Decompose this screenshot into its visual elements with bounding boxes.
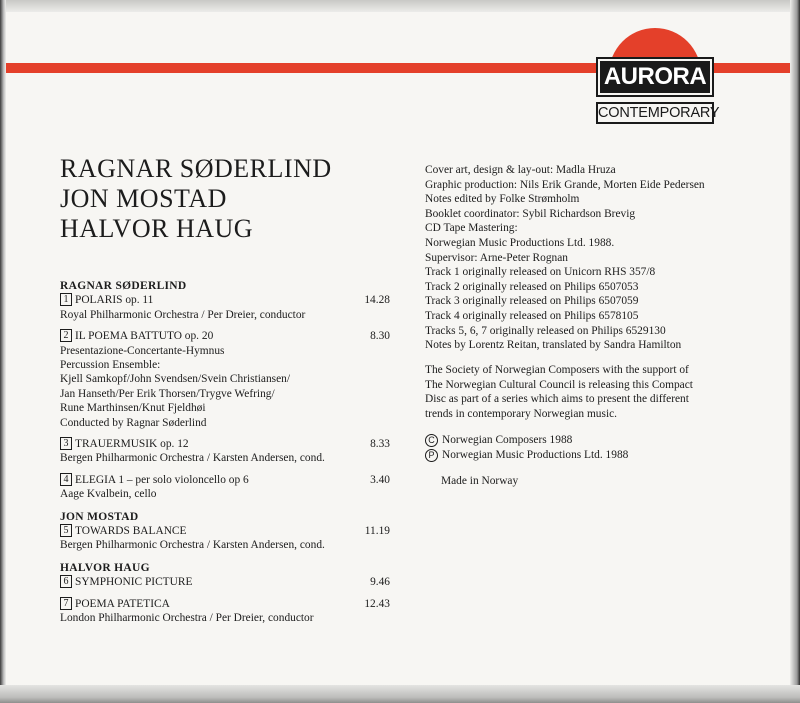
credit-line: Supervisor: Arne-Peter Rognan bbox=[425, 251, 568, 264]
track-detail: Royal Philharmonic Orchestra / Per Dreier, conductor bbox=[60, 308, 306, 321]
track-number: 6 bbox=[60, 575, 72, 588]
statement-line: The Society of Norwegian Composers with the support of bbox=[425, 364, 689, 376]
track-title: IL POEMA BATTUTO op. 20 bbox=[75, 330, 214, 343]
phonogram-icon: P bbox=[425, 449, 438, 462]
statement-line: trends in contemporary Norwegian music. bbox=[425, 407, 618, 420]
track-detail: Aage Kvalbein, cello bbox=[60, 488, 157, 501]
credit-line: Notes edited by Folke Strømholm bbox=[425, 193, 580, 206]
copyright-text: Norwegian Composers 1988 bbox=[442, 434, 573, 446]
jewel-case-top-edge bbox=[0, 0, 800, 12]
track-duration: 9.46 bbox=[370, 576, 390, 589]
tracklist bbox=[60, 279, 390, 625]
track-title: TRAUERMUSIK op. 12 bbox=[75, 438, 189, 451]
credit-line: Track 1 originally released on Unicorn RHS 357/8 bbox=[425, 266, 656, 279]
track-number: 3 bbox=[60, 437, 72, 450]
credit-line: Track 4 originally released on Philips 6578105 bbox=[425, 309, 639, 322]
track-title: POLARIS op. 11 bbox=[75, 294, 154, 307]
track-title: POEMA PATETICA bbox=[75, 597, 170, 610]
credit-line: Tracks 5, 6, 7 originally released on Philips 6529130 bbox=[425, 324, 666, 337]
statement-line: Disc as part of a series which aims to present the different bbox=[425, 393, 689, 406]
credit-line: Graphic production: Nils Erik Grande, Morten Eide Pedersen bbox=[425, 178, 705, 191]
society-statement bbox=[425, 363, 765, 421]
section-heading: JON MOSTAD bbox=[60, 510, 139, 523]
track-title: SYMPHONIC PICTURE bbox=[75, 576, 193, 589]
track-number: 5 bbox=[60, 524, 72, 537]
track-detail: Jan Hanseth/Per Erik Thorsen/Trygve Wefring/ bbox=[60, 387, 275, 400]
track-detail: Bergen Philharmonic Orchestra / Karsten Andersen, cond. bbox=[60, 452, 325, 465]
copyright-line bbox=[425, 433, 628, 448]
credit-line: Track 2 originally released on Philips 6507053 bbox=[425, 280, 639, 293]
track-item bbox=[60, 329, 390, 430]
track-item bbox=[60, 437, 390, 466]
jewel-case-right-edge bbox=[790, 0, 800, 703]
track-item bbox=[60, 524, 390, 553]
jewel-case-left-edge bbox=[0, 0, 6, 703]
composer-name: JON MOSTAD bbox=[60, 184, 227, 213]
section-heading: HALVOR HAUG bbox=[60, 561, 150, 574]
composer-name: HALVOR HAUG bbox=[60, 214, 254, 243]
credit-line: Booklet coordinator: Sybil Richardson Brevig bbox=[425, 207, 636, 220]
track-number: 1 bbox=[60, 293, 72, 306]
track-detail: Kjell Samkopf/John Svendsen/Svein Christiansen/ bbox=[60, 373, 291, 386]
track-title: TOWARDS BALANCE bbox=[75, 525, 187, 538]
track-duration: 8.33 bbox=[370, 438, 390, 451]
credit-line: Track 3 originally released on Philips 6507059 bbox=[425, 295, 639, 308]
track-detail: Rune Marthinsen/Knut Fjeldhøi bbox=[60, 402, 206, 415]
made-in-label: Made in Norway bbox=[441, 475, 519, 487]
track-number: 4 bbox=[60, 473, 72, 486]
track-duration: 11.19 bbox=[364, 525, 390, 538]
credit-line: Notes by Lorentz Reitan, translated by Sandra Hamilton bbox=[425, 339, 682, 352]
track-detail: Percussion Ensemble: bbox=[60, 359, 161, 371]
track-detail: Conducted by Ragnar Søderlind bbox=[60, 416, 207, 429]
track-item bbox=[60, 597, 390, 626]
track-number: 2 bbox=[60, 329, 72, 342]
track-item bbox=[60, 473, 390, 502]
track-detail: Bergen Philharmonic Orchestra / Karsten Andersen, cond. bbox=[60, 539, 325, 552]
track-duration: 3.40 bbox=[370, 473, 390, 486]
credit-line: Norwegian Music Productions Ltd. 1988. bbox=[425, 236, 615, 249]
credit-line: CD Tape Mastering: bbox=[425, 222, 518, 235]
track-title: ELEGIA 1 – per solo violoncello op 6 bbox=[75, 473, 249, 486]
phonogram-line bbox=[425, 448, 628, 463]
track-detail: London Philharmonic Orchestra / Per Dreier, conductor bbox=[60, 612, 314, 625]
phonogram-text: Norwegian Music Productions Ltd. 1988 bbox=[442, 449, 629, 461]
track-detail: Presentazione-Concertante-Hymnus bbox=[60, 344, 225, 357]
track-duration: 12.43 bbox=[364, 597, 390, 610]
aurora-logo bbox=[592, 28, 718, 126]
track-item bbox=[60, 575, 390, 589]
composer-titles bbox=[60, 154, 332, 244]
copyright-notices bbox=[425, 433, 628, 463]
statement-line: The Norwegian Cultural Council is releasing this Compact bbox=[425, 378, 693, 391]
track-item bbox=[60, 293, 390, 322]
credit-line: Cover art, design & lay-out: Madla Hruza bbox=[425, 164, 616, 176]
section-heading: RAGNAR SØDERLIND bbox=[60, 280, 187, 292]
track-duration: 8.30 bbox=[370, 330, 390, 343]
track-duration: 14.28 bbox=[364, 294, 390, 307]
composer-name: RAGNAR SØDERLIND bbox=[60, 154, 332, 183]
logo-subtitle: CONTEMPORARY bbox=[596, 102, 714, 124]
logo-brand: AURORA bbox=[598, 59, 712, 95]
jewel-case-bottom-edge bbox=[0, 685, 800, 703]
track-number: 7 bbox=[60, 597, 72, 610]
copyright-icon: C bbox=[425, 434, 438, 447]
production-credits bbox=[425, 163, 785, 353]
